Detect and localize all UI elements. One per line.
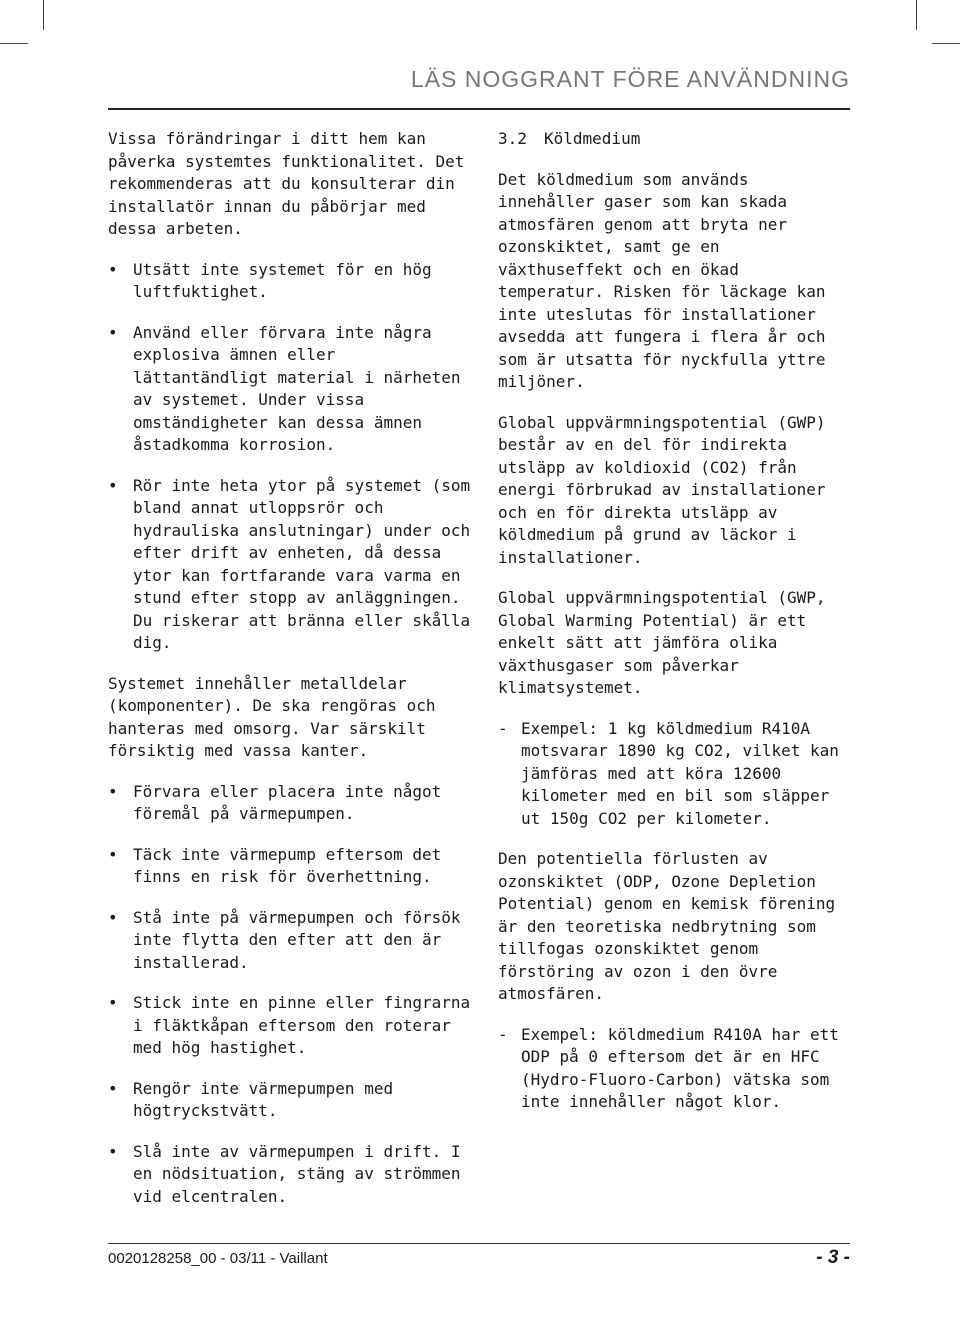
gwp-paragraph: Global uppvärmningspotential (GWP) består av en del för indirekta utsläpp av koldioxid (CO2) från energi förbrukad av installationer och en för direkta utsläpp av köldmedium på grund av läckor i installationer. [498, 412, 826, 567]
header-divider [108, 108, 850, 110]
list-item: • Använd eller förvara inte några explosiva ämnen eller lättantändligt material i närheten av systemet. Under vissa omständigheter kan dessa ämnen åstadkomma korrosion. [108, 322, 461, 454]
example-item: - Exempel: 1 kg köldmedium R410A motsvarar 1890 kg CO2, vilket kan jämföras med att köra 12600 kilometer med en bil som släpper ut 150g CO2 per kilometer. [498, 718, 839, 828]
refrigerant-paragraph: Det köldmedium som används innehåller gaser som kan skada atmosfären genom att bryta ner ozonskiktet, samt ge en växthuseffekt och en ökad temperatur. Risken för läckage kan inte uteslutas för installationer avsedda att fungera i flera år och som är utsatta för nyckfulla yttre miljöner. [498, 169, 826, 391]
list-item: • Rengör inte värmepumpen med högtryckstvätt. [108, 1078, 394, 1120]
list-item: • Stå inte på värmepumpen och försök inte flytta den efter att den är installerad. [108, 907, 461, 972]
odp-paragraph: Den potentiella förlusten av ozonskiktet (ODP, Ozone Depletion Potential) genom en kemisk förening är den teoretiska nedbrytning som tillfogas ozonskiktet genom förstöring av ozon i den övre atmosfären. [498, 849, 836, 1003]
crop-mark-right [932, 43, 960, 44]
list-item: • Förvara eller placera inte något föremål på värmepumpen. [108, 781, 442, 823]
list-item: • Utsätt inte systemet för en hög luftfuktighet. [108, 259, 432, 301]
right-column [498, 128, 853, 1114]
intro-paragraph: Vissa förändringar i ditt hem kan påverka systemtes funktionalitet. Det rekommenderas att du konsulterar din installatör innan du påbörjar med dessa arbeten. [108, 129, 465, 238]
section-title: Köldmedium [544, 129, 641, 148]
section-number: 3.2 [498, 129, 527, 148]
section-heading [498, 128, 853, 151]
example-item: - Exempel: köldmedium R410A har ett ODP på 0 eftersom det är en HFC (Hydro-Fluoro-Carbon) vätska som inte innehåller något klor. [498, 1024, 839, 1111]
components-paragraph: Systemet innehåller metalldelar (komponenter). De ska rengöras och hanteras med omsorg. Var särskilt försiktig med vassa kanter. [108, 673, 436, 760]
footer-divider [108, 1243, 850, 1244]
crop-mark-top-left [43, 0, 44, 30]
crop-mark-left [0, 43, 28, 44]
list-item: • Täck inte värmepump eftersom det finns en risk för överhettning. [108, 844, 442, 886]
crop-mark-top-right [916, 0, 917, 30]
page-number: - 3 - [816, 1247, 850, 1268]
list-item: • Stick inte en pinne eller fingrarna i fläktkåpan eftersom den roterar med hög hastighet. [108, 993, 471, 1057]
page-header-title: LÄS NOGGRANT FÖRE ANVÄNDNING [410, 66, 850, 92]
left-column [108, 128, 478, 1208]
gwp-definition-paragraph: Global uppvärmningspotential (GWP, Global Warming Potential) är ett enkelt sätt att jämföra olika växthusgaser som påverkar klimatsystemet. [498, 588, 826, 697]
list-item: • Rör inte heta ytor på systemet (som bland annat utloppsrör och hydrauliska anslutningar) under och efter drift av enheten, då dessa ytor kan fortfarande vara varma en stund efter stopp av anläggningen. Du riskerar att bränna eller skålla dig. [108, 475, 471, 652]
list-item: • Slå inte av värmepumpen i drift. I en nödsituation, stäng av strömmen vid elcentralen. [108, 1141, 461, 1206]
footer-document-id: 0020128258_00 - 03/11 - Vaillant [108, 1250, 328, 1267]
